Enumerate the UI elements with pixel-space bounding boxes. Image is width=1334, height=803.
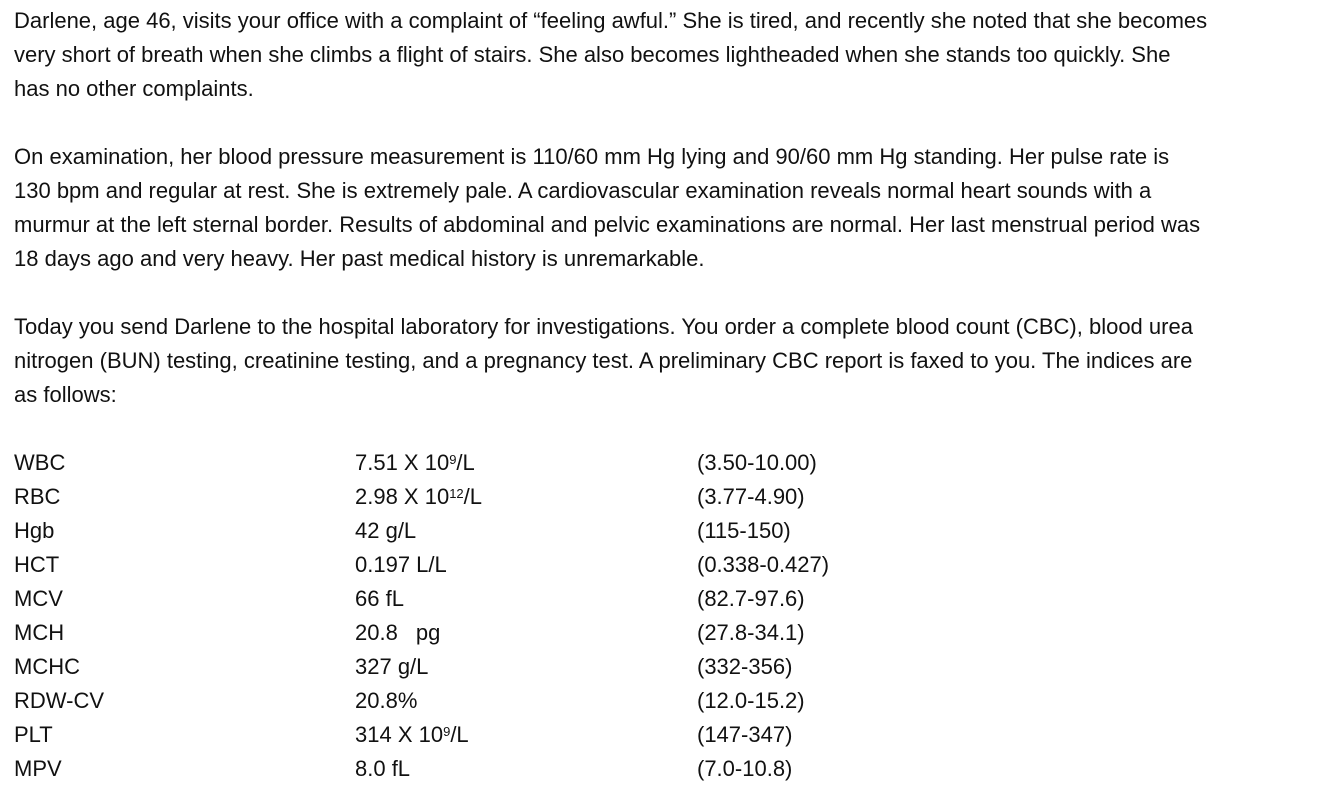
lab-test-value bbox=[355, 446, 475, 480]
text-line: has no other complaints. bbox=[14, 76, 254, 101]
text-line: nitrogen (BUN) testing, creatinine testing, and a pregnancy test. A preliminary CBC report is faxed to you. The indices are bbox=[14, 348, 1193, 373]
lab-test-name: WBC bbox=[14, 450, 66, 475]
case-paragraph-3 bbox=[14, 310, 1320, 412]
lab-test-value bbox=[355, 514, 416, 548]
lab-reference-range: (7.0-10.8) bbox=[697, 756, 793, 781]
paragraph-spacer bbox=[14, 276, 1320, 310]
lab-test-name: MCH bbox=[14, 620, 65, 645]
text-line: murmur at the left sternal border. Results of abdominal and pelvic examinations are normal. Her last menstrual period was bbox=[14, 212, 1201, 237]
text-line: very short of breath when she climbs a flight of stairs. She also becomes lightheaded when she stands too quickly. She bbox=[14, 42, 1171, 67]
lab-reference-range: (332-356) bbox=[697, 654, 793, 679]
text-line: Today you send Darlene to the hospital laboratory for investigations. You order a complete blood count (CBC), blood urea bbox=[14, 314, 1193, 339]
cbc-row-mcv bbox=[14, 582, 1320, 616]
lab-test-value bbox=[355, 582, 404, 616]
text-line: On examination, her blood pressure measurement is 110/60 mm Hg lying and 90/60 mm Hg standing. Her pulse rate is bbox=[14, 144, 1170, 169]
cbc-row-mpv bbox=[14, 752, 1320, 786]
cbc-row-mchc bbox=[14, 650, 1320, 684]
lab-reference-range: (115-150) bbox=[697, 518, 791, 543]
lab-test-value bbox=[355, 650, 428, 684]
value-unit: /L bbox=[463, 484, 483, 509]
text-line: 130 bpm and regular at rest. She is extremely pale. A cardiovascular examination reveals normal heart sounds with a bbox=[14, 178, 1152, 203]
lab-reference-range: (27.8-34.1) bbox=[697, 620, 805, 645]
value-main: 0.197 L/L bbox=[355, 552, 447, 577]
lab-test-name: Hgb bbox=[14, 518, 55, 543]
value-main: 42 g/L bbox=[355, 518, 417, 543]
lab-test-name: HCT bbox=[14, 552, 60, 577]
cbc-row-rbc bbox=[14, 480, 1320, 514]
value-main: 314 X 10 bbox=[355, 722, 444, 747]
lab-reference-range: (82.7-97.6) bbox=[697, 586, 805, 611]
lab-test-value bbox=[355, 718, 469, 752]
lab-test-value bbox=[355, 548, 447, 582]
text-line: Darlene, age 46, visits your office with a complaint of “feeling awful.” She is tired, and recently she noted that she becomes bbox=[14, 8, 1208, 33]
cbc-row-rdw-cv bbox=[14, 684, 1320, 718]
lab-test-name: MPV bbox=[14, 756, 62, 781]
value-exponent: 12 bbox=[449, 486, 464, 501]
cbc-results-table bbox=[14, 446, 1320, 786]
cbc-row-hct bbox=[14, 548, 1320, 582]
value-exponent: 9 bbox=[449, 452, 457, 467]
value-exponent: 9 bbox=[443, 724, 451, 739]
value-main: 20.8 bbox=[355, 620, 398, 645]
lab-test-value bbox=[355, 480, 482, 514]
value-main: 327 g/L bbox=[355, 654, 429, 679]
lab-reference-range: (12.0-15.2) bbox=[697, 688, 805, 713]
value-main: 20.8% bbox=[355, 688, 418, 713]
lab-test-name: PLT bbox=[14, 722, 53, 747]
cbc-row-mch bbox=[14, 616, 1320, 650]
text-line: 18 days ago and very heavy. Her past medical history is unremarkable. bbox=[14, 246, 705, 271]
lab-test-value bbox=[355, 752, 410, 786]
lab-reference-range: (3.50-10.00) bbox=[697, 450, 817, 475]
cbc-row-plt bbox=[14, 718, 1320, 752]
value-main: 66 fL bbox=[355, 586, 404, 611]
lab-test-name: RBC bbox=[14, 484, 61, 509]
case-document bbox=[14, 4, 1320, 786]
lab-reference-range: (147-347) bbox=[697, 722, 793, 747]
lab-test-name: MCHC bbox=[14, 654, 80, 679]
lab-test-name: MCV bbox=[14, 586, 63, 611]
case-paragraph-1 bbox=[14, 4, 1320, 106]
lab-test-value bbox=[355, 684, 417, 718]
value-unit: pg bbox=[415, 620, 441, 645]
value-unit: /L bbox=[450, 722, 469, 747]
case-paragraph-2 bbox=[14, 140, 1320, 276]
lab-reference-range: (0.338-0.427) bbox=[697, 552, 830, 577]
cbc-row-wbc bbox=[14, 446, 1320, 480]
lab-test-value bbox=[355, 616, 440, 650]
value-main: 2.98 X 10 bbox=[355, 484, 450, 509]
lab-reference-range: (3.77-4.90) bbox=[697, 484, 805, 509]
lab-test-name: RDW-CV bbox=[14, 688, 105, 713]
cbc-row-hgb bbox=[14, 514, 1320, 548]
paragraph-spacer bbox=[14, 106, 1320, 140]
text-line: as follows: bbox=[14, 382, 117, 407]
value-main: 7.51 X 10 bbox=[355, 450, 450, 475]
value-unit: /L bbox=[456, 450, 475, 475]
value-main: 8.0 fL bbox=[355, 756, 411, 781]
